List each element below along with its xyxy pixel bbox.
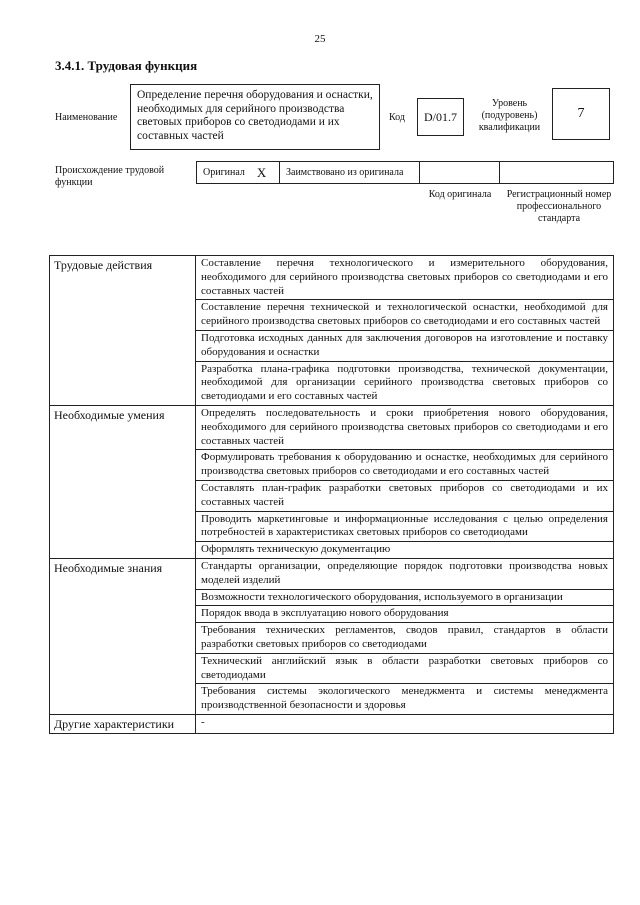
section-title: 3.4.1. Трудовая функция [55,58,198,73]
code-box: D/01.7 [417,98,464,136]
original-mark: X [256,164,267,180]
original-cell [196,161,280,184]
section-item: Стандарты организации, определяющие порядок подготовки производства новых моделей изделий [196,558,614,589]
name-label: Наименование [55,112,118,123]
section-item: Составление перечня технической и технологической оснастки, необходимой для серийного производства световых приборов со светодиодами и его составных частей [196,300,614,331]
function-name-box: Определение перечня оборудования и оснастки, необходимых для серийного производства световых приборов со светодиодами и их составных частей [130,84,380,150]
reg-number-label: Регистрационный номер профессионального стандарта [506,189,612,224]
section-item: Оформлять техническую документацию [196,542,614,559]
table-row [50,558,614,589]
origin-row [196,161,614,184]
section-item: Определять последовательность и сроки приобретения нового оборудования, необходимого для серийного производства световых приборов со светодиодами и его составных частей [196,405,614,449]
section-heading: Необходимые умения [50,405,196,558]
borrowed-cell: Заимствовано из оригинала [279,161,420,184]
function-details-table [49,255,614,734]
section-item: Разработка плана-графика подготовки производства, технической документации, необходимой для организации серийного производства световых приборов со светодиодами и его составных частей [196,361,614,405]
code-original-label: Код оригинала [428,189,492,200]
section-item: Составлять план-график разработки световых приборов со светодиодами и их составных частей [196,480,614,511]
section-item: Подготовка исходных данных для заключения договоров на изготовление и поставку оборудования и оснастки [196,330,614,361]
section-item: Требования системы экологического менеджмента и системы менеджмента производственной безопасности и здоровья [196,684,614,715]
section-heading: Другие характеристики [50,714,196,733]
table-row [50,256,614,300]
page-number: 25 [314,33,326,45]
section-item: Требования технических регламентов, сводов правил, стандартов в области разработки световых приборов со светодиодами [196,623,614,654]
section-item: Технический английский язык в области разработки световых приборов со светодиодами [196,653,614,684]
section-item: Проводить маркетинговые и информационные исследования с целью определения потребностей в характеристиках световых приборов со светодиодами [196,511,614,542]
section-heading: Трудовые действия [50,256,196,406]
level-box: 7 [552,88,610,140]
reg-number-cell [499,161,614,184]
section-item: Порядок ввода в эксплуатацию нового оборудования [196,606,614,623]
origin-label: Происхождение трудовой функции [55,165,165,188]
level-label: Уровень (подуровень) квалификации [478,98,541,133]
section-item: Возможности технологического оборудования, используемого в организации [196,589,614,606]
table-row [50,405,614,449]
table-row [50,714,614,733]
code-label: Код [389,112,405,123]
section-heading: Необходимые знания [50,558,196,714]
section-item: - [196,714,614,733]
section-item: Составление перечня технологического и измерительного оборудования, необходимого для серийного производства световых приборов со светодиодами и его составных частей [196,256,614,300]
code-original-cell [419,161,500,184]
section-item: Формулировать требования к оборудованию и оснастке, необходимых для серийного производства световых приборов со светодиодами и его составных частей [196,450,614,481]
original-label: Оригинал [203,167,245,178]
